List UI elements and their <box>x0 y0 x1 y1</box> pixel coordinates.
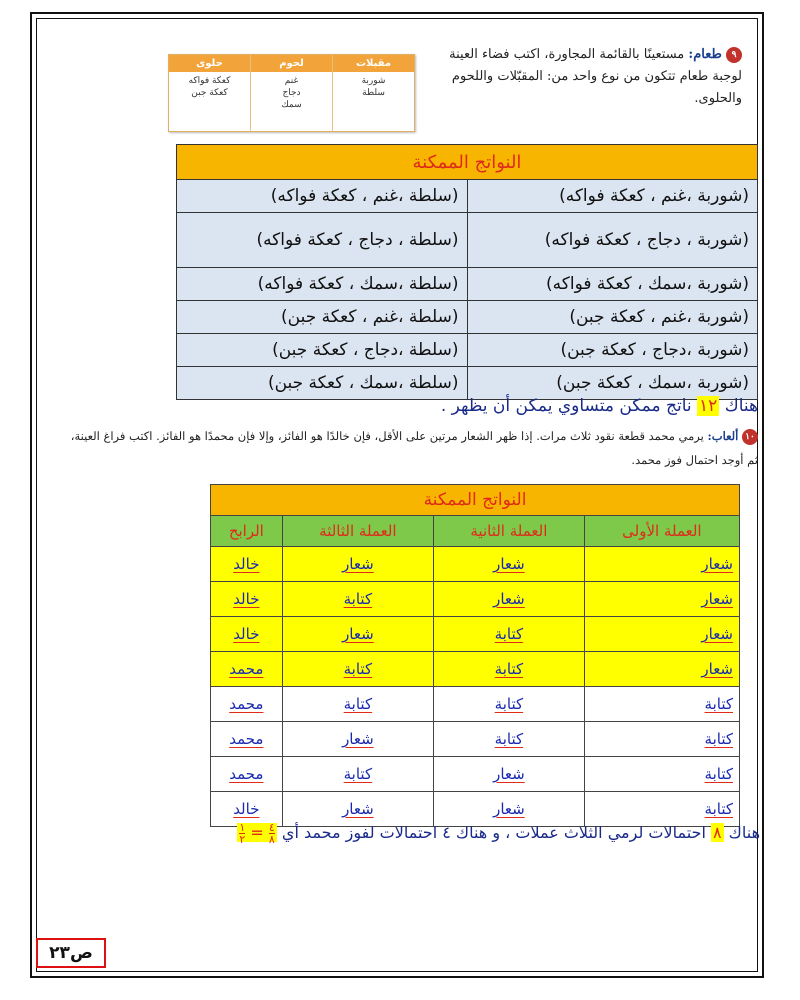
menu-item: كعكة فواكه <box>188 76 231 86</box>
table-row <box>211 617 740 652</box>
table-cell: (شوربة ،سمك ، كعكة جبن) <box>467 367 758 400</box>
table-cell: كتابة <box>584 792 739 827</box>
table-cell: (سلطة ،سمك ، كعكة جبن) <box>177 367 468 400</box>
probability-fraction <box>237 821 276 846</box>
winner-cell: محمد <box>211 757 283 792</box>
page-number: ص٢٣ <box>36 938 106 968</box>
problem-keyword: طعام: <box>688 47 722 62</box>
table-row <box>211 582 740 617</box>
fraction-denominator: ٨ <box>268 833 275 846</box>
menu-item: سلطة <box>362 88 385 98</box>
menu-column-header: مقبلات <box>333 55 414 72</box>
table-row <box>211 547 740 582</box>
winner-cell: خالد <box>211 617 283 652</box>
problem-number-badge: ٩ <box>726 47 742 63</box>
table-row <box>177 334 758 367</box>
summary-probability <box>237 822 760 845</box>
table-cell: شعار <box>434 792 585 827</box>
menu-column-appetizers <box>332 55 414 131</box>
table-header-row <box>211 516 740 547</box>
table-cell: (سلطة ،غنم ، كعكة جبن) <box>177 301 468 334</box>
menu-column-meats <box>250 55 332 131</box>
table-cell: شعار <box>584 652 739 687</box>
table-cell: شعار <box>282 617 433 652</box>
table-row <box>177 301 758 334</box>
table-cell: كتابة <box>434 652 585 687</box>
menu-item: غنم <box>284 76 299 86</box>
table-cell: كتابة <box>434 617 585 652</box>
menu-column-desserts <box>169 55 250 131</box>
table-cell: شعار <box>584 617 739 652</box>
table-row <box>177 367 758 400</box>
table-cell: (سلطة ،غنم ، كعكة فواكه) <box>177 180 468 213</box>
fraction-numerator: ٤ <box>268 821 275 834</box>
fraction-four-eighths <box>269 822 275 845</box>
winner-cell: محمد <box>211 652 283 687</box>
summary-text: ناتج ممكن متساوي يمكن أن يظهر . <box>440 396 692 416</box>
table-cell: شعار <box>282 722 433 757</box>
table-cell: شعار <box>434 547 585 582</box>
table-cell: كتابة <box>282 652 433 687</box>
table-cell: كتابة <box>282 687 433 722</box>
table-cell: كتابة <box>434 722 585 757</box>
winner-cell: محمد <box>211 722 283 757</box>
table-row <box>177 180 758 213</box>
table-cell: شعار <box>434 757 585 792</box>
outcomes-table-coins <box>210 484 740 827</box>
table-cell: شعار <box>584 547 739 582</box>
problem-10 <box>58 424 758 472</box>
column-header: العملة الثانية <box>434 516 585 547</box>
column-header: العملة الأولى <box>584 516 739 547</box>
table-row <box>177 268 758 301</box>
winner-cell: خالد <box>211 547 283 582</box>
table-cell: كتابة <box>434 687 585 722</box>
table-title: النواتج الممكنة <box>211 485 740 516</box>
outcomes-table-meals <box>176 144 758 400</box>
summary-outcomes-count <box>441 396 758 416</box>
table-cell: كتابة <box>584 722 739 757</box>
fraction-numerator: ١ <box>239 821 246 834</box>
problem-9 <box>422 44 742 110</box>
summary-text: احتمالات لرمي الثلاث عملات ، و هناك ٤ احتمالات لفوز محمد أي <box>281 823 706 842</box>
table-cell: (شوربة ،غنم ، كعكة جبن) <box>467 301 758 334</box>
table-cell: شعار <box>282 792 433 827</box>
table-cell: شعار <box>434 582 585 617</box>
menu-item: كعكة جبن <box>191 88 228 98</box>
table-row <box>211 652 740 687</box>
table-row <box>211 722 740 757</box>
table-cell: (شوربة ،غنم ، كعكة فواكه) <box>467 180 758 213</box>
equals-sign: = <box>250 823 264 842</box>
column-header: الرابح <box>211 516 283 547</box>
table-cell: (سلطة ،سمك ، كعكة فواكه) <box>177 268 468 301</box>
summary-text: هناك <box>728 823 760 842</box>
winner-cell: خالد <box>211 582 283 617</box>
table-cell: شعار <box>584 582 739 617</box>
table-cell: (شوربة ،سمك ، كعكة فواكه) <box>467 268 758 301</box>
table-cell: كتابة <box>282 757 433 792</box>
table-cell: كتابة <box>584 757 739 792</box>
winner-cell: خالد <box>211 792 283 827</box>
table-cell: كتابة <box>282 582 433 617</box>
highlighted-count: ٨ <box>712 823 722 842</box>
menu-column-header: لحوم <box>251 55 332 72</box>
fraction-denominator: ٢ <box>239 833 246 846</box>
table-title: النواتج الممكنة <box>177 145 758 180</box>
table-row <box>211 687 740 722</box>
table-row <box>177 213 758 268</box>
problem-text: يرمي محمد قطعة نقود ثلاث مرات. إذا ظهر الشعار مرتين على الأقل، فإن خالدًا هو الفائز، وإلا فإن محمدًا هو الفائز. اكتب فراغ العينة، ثم أوجد احتمال فوز محمد. <box>70 429 758 467</box>
menu-column-header: حلوى <box>169 55 250 72</box>
table-cell: (شوربة ، دجاج ، كعكة فواكه) <box>467 213 758 268</box>
winner-cell: محمد <box>211 687 283 722</box>
menu-card <box>168 54 415 132</box>
table-cell: كتابة <box>584 687 739 722</box>
table-row <box>211 757 740 792</box>
table-cell: (شوربة ،دجاج ، كعكة جبن) <box>467 334 758 367</box>
menu-item: شوربة <box>361 76 386 86</box>
menu-item: سمك <box>281 100 302 110</box>
summary-text: هناك <box>724 396 758 416</box>
table-cell: (سلطة ،دجاج ، كعكة جبن) <box>177 334 468 367</box>
highlighted-count: ١٢ <box>699 396 718 416</box>
column-header: العملة الثالثة <box>282 516 433 547</box>
problem-number-badge: ١٠ <box>742 429 758 445</box>
table-cell: شعار <box>282 547 433 582</box>
problem-text: مستعينًا بالقائمة المجاورة، اكتب فضاء العينة لوجبة طعام تتكون من نوع واحد من: المقبّلات واللحوم والحلوى. <box>449 47 742 106</box>
problem-keyword: ألعاب: <box>707 429 739 443</box>
table-cell: (سلطة ، دجاج ، كعكة فواكه) <box>177 213 468 268</box>
menu-item: دجاج <box>282 88 301 98</box>
fraction-one-half <box>239 822 245 845</box>
